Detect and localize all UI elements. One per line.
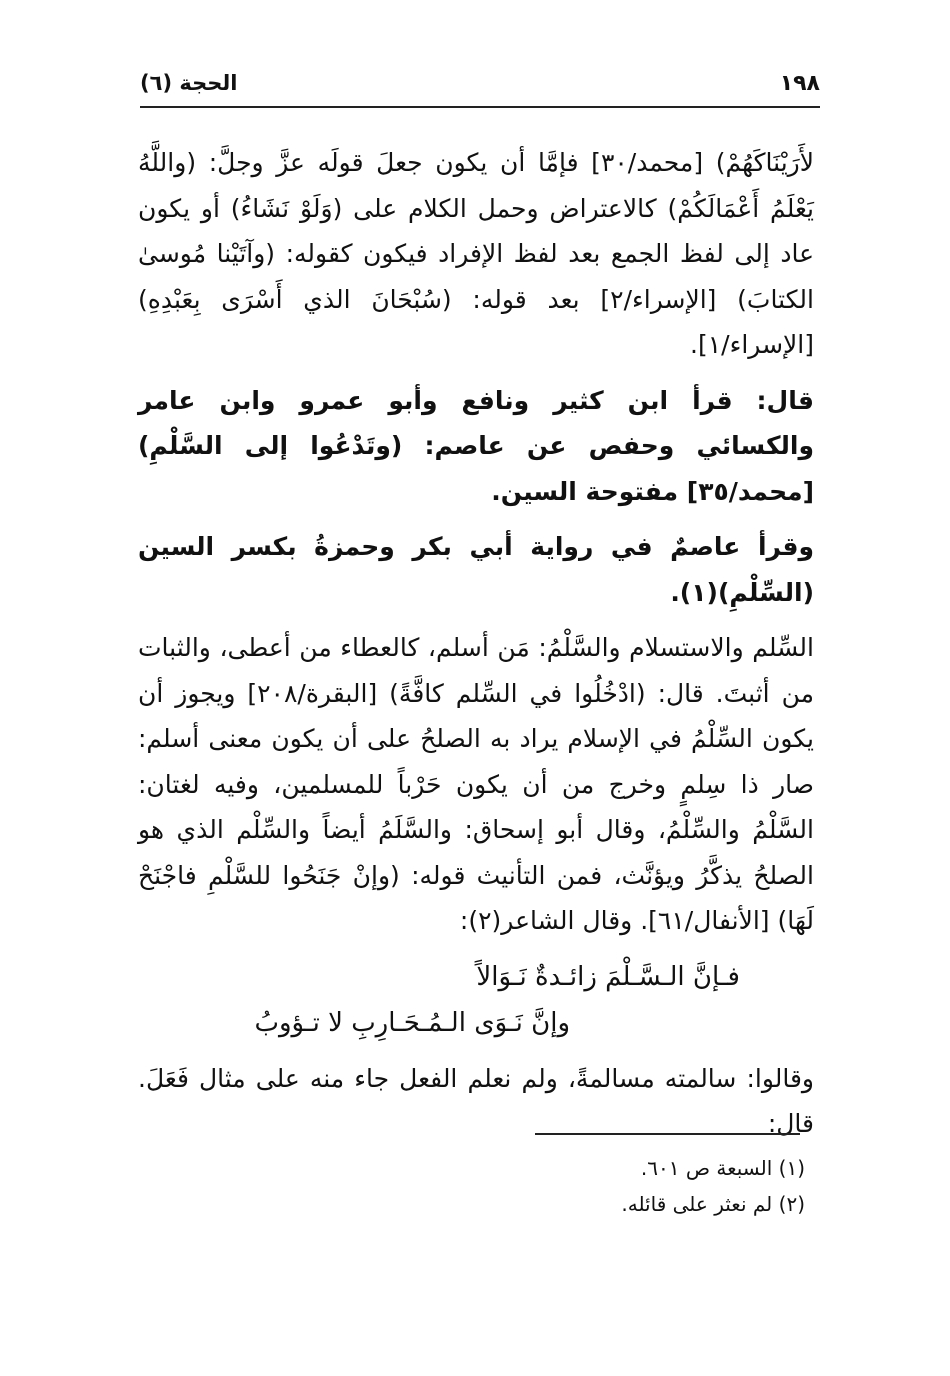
footnote-separator bbox=[535, 1133, 800, 1135]
footnotes bbox=[400, 1150, 805, 1222]
running-title: الحجة (٦) bbox=[140, 71, 238, 95]
paragraph-2-reading: قال: قرأ ابن كثير ونافع وأبو عمرو وابن عامر والكسائي وحفص عن عاصم: (وتَدْعُوا إلى السَّلْمِ) [محمد/٣٥] مفتوحة السين. bbox=[138, 385, 814, 506]
closing-paragraph: وقالوا: سالمته مسالمةً، ولم نعلم الفعل جاء منه على مثال فَعَلَ. قال: bbox=[138, 1063, 814, 1138]
paragraph-4: السِّلم والاستسلام والسَّلْمُ: مَن أسلم، كالعطاء من أعطى، والثبات من أثبتَ. قال: (ادْخُلُوا في السِّلم كافَّةً) [البقرة/٢٠٨] ويجوز أن يكون السِّلْمُ في الإسلام يراد به الصلحُ على أن يكون معنى أسلم: صار ذا سِلمٍ وخرج من أن يكون حَرْباً للمسلمين، وفيه لغتان: السَّلْمُ والسِّلْمُ، وقال أبو إسحاق: والسَّلَمُ أيضاً والسِّلْم الذي هو الصلحُ يذكَّرُ ويؤنَّث، فمن التأنيث قوله: (وإنْ جَنَحُوا للسَّلْمِ فاجْنَحْ لَهَا) [الأنفال/٦١]. وقال الشاعر(٢): bbox=[138, 633, 814, 935]
footnote-2: (٢) لم نعثر على قائله. bbox=[621, 1192, 805, 1216]
poetry-verse bbox=[138, 954, 814, 1046]
paragraph-3-reading: وقرأ عاصمٌ في رواية أبي بكر وحمزةُ بكسر السين (السِّلْمِ)(١). bbox=[138, 532, 814, 607]
verse-line-1: فـإنَّ الـسَّـلْمَ زائـدةٌ نَـوَالاً bbox=[476, 961, 740, 992]
page-number: ١٩٨ bbox=[779, 70, 820, 96]
paragraph-1: لأَرَيْنَاكَهُمْ) [محمد/٣٠] فإمَّا أن يكون جعلَ قولَه عزَّ وجلَّ: (واللَّهُ يَعْلَمُ أَعْمَالَكُمْ) كالاعتراض وحمل الكلام على (وَلَوْ نَشَاءُ) أو يكون عاد إلى لفظ الجمع بعد لفظ الإفراد فيكون كقوله: (وآتَيْنا مُوسىٰ الكتابَ) [الإسراء/٢] بعد قوله: (سُبْحَانَ الذي أَسْرَى بِعَبْدِهِ) [الإسراء/١]. bbox=[138, 148, 815, 359]
page-header bbox=[140, 60, 820, 108]
verse-line-2: وإنَّ نَـوَى الـمُـحَـارِبِ لا تـؤوبُ bbox=[254, 1007, 570, 1038]
footnote-1: (١) السبعة ص ٦٠١. bbox=[640, 1156, 805, 1180]
main-text bbox=[138, 140, 814, 1157]
